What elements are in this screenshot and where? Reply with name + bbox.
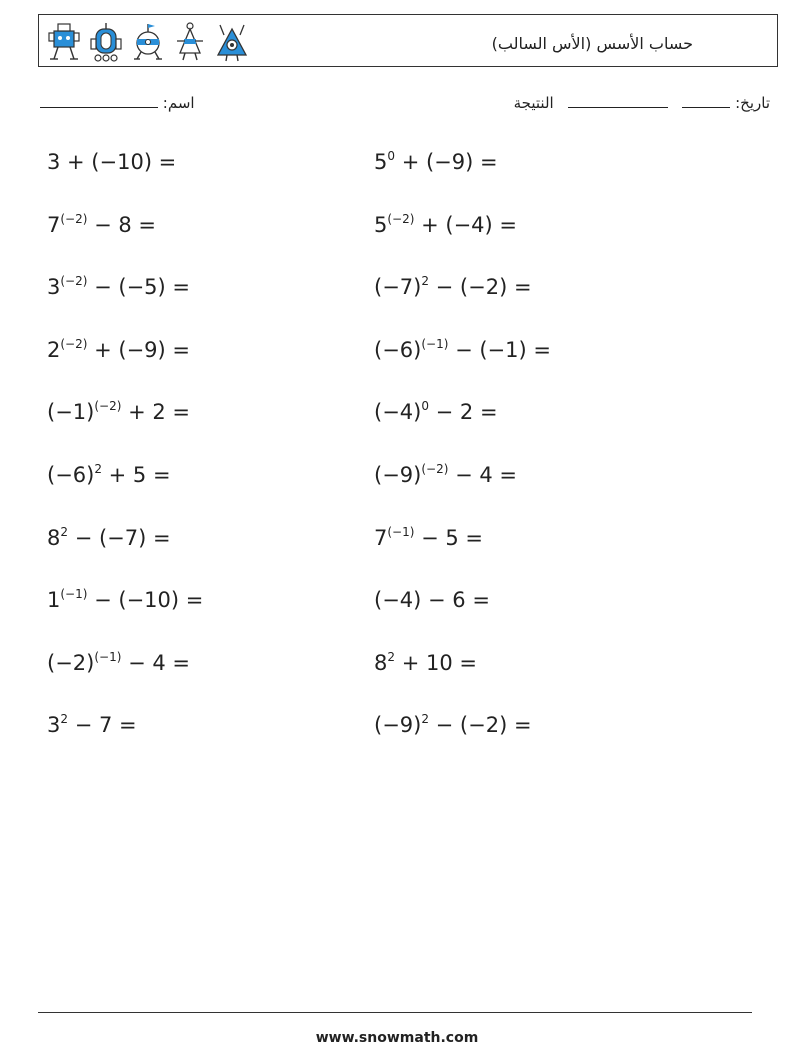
problem-1	[47, 150, 176, 174]
problem-exponent: (−1)	[421, 336, 449, 351]
problem-base: 5	[374, 150, 388, 174]
problem-exponent: (−1)	[60, 587, 88, 602]
problem-9	[47, 400, 190, 424]
problem-rest: + (−9) =	[395, 150, 498, 174]
problem-11	[47, 463, 171, 487]
problem-8	[374, 338, 551, 362]
problem-base: 1	[47, 588, 61, 613]
problem-rest: − (−5) =	[87, 275, 190, 300]
problem-rest: − (−2) =	[428, 275, 532, 300]
problem-base: 7	[47, 212, 61, 237]
problem-exponent: 2	[94, 462, 102, 476]
problem-base: (−2)	[47, 650, 95, 675]
problem-4	[374, 213, 517, 237]
problem-exponent: 2	[421, 712, 429, 727]
problem-base: 3 + (−10) =	[47, 150, 177, 174]
date-label: تاريخ:	[735, 94, 770, 112]
problem-base: 2	[47, 337, 61, 362]
problem-rest: − 8 =	[87, 212, 157, 237]
problem-exponent: 2	[387, 649, 396, 664]
name-label: اسم:	[162, 94, 195, 112]
problem-base: 8	[47, 525, 61, 550]
problem-base: 8	[374, 650, 388, 675]
footer-divider	[38, 1012, 752, 1013]
problem-exponent: (−2)	[60, 211, 88, 226]
problem-exponent: 2	[60, 712, 69, 727]
problem-base: 3	[47, 275, 61, 300]
worksheet-title: حساب الأسس (الأس السالب)	[491, 34, 693, 53]
problem-rest: − (−10) =	[87, 588, 204, 613]
problem-exponent: (−1)	[94, 649, 122, 664]
problem-rest: − 4 =	[121, 650, 190, 675]
problem-13	[47, 526, 171, 550]
problem-exponent: (−1)	[387, 524, 415, 539]
problem-rest: + (−9) =	[87, 337, 190, 362]
problem-base: (−4)	[374, 400, 422, 425]
problem-19	[47, 713, 137, 737]
problem-exponent: (−2)	[387, 211, 415, 226]
problem-base: (−9)	[374, 463, 422, 487]
problem-rest: − 5 =	[414, 525, 484, 550]
problem-5	[47, 275, 190, 299]
problem-base: (−6)	[47, 463, 95, 487]
problem-base: 3	[47, 713, 61, 738]
problem-base: (−6)	[374, 337, 422, 362]
problem-15	[47, 588, 203, 612]
problem-rest: + 10 =	[395, 650, 477, 675]
problem-exponent: 2	[421, 274, 429, 289]
problem-17	[47, 651, 190, 675]
problem-base: (−4) − 6 =	[374, 588, 490, 613]
problem-18	[374, 651, 477, 675]
problem-exponent: (−2)	[60, 274, 88, 289]
problem-rest: − 4 =	[448, 463, 517, 487]
problem-base: 5	[374, 212, 388, 237]
problem-rest: − 2 =	[428, 400, 498, 425]
problem-exponent: (−2)	[94, 399, 122, 414]
problem-10	[374, 400, 498, 424]
problem-base: (−9)	[374, 713, 422, 738]
problem-6	[374, 275, 532, 299]
problem-exponent: 0	[387, 149, 396, 163]
problem-12	[374, 463, 517, 487]
problem-2	[374, 150, 498, 174]
problem-exponent: (−2)	[60, 336, 88, 351]
problem-base: 7	[374, 525, 388, 550]
problem-7	[47, 338, 190, 362]
footer-url: www.snowmath.com	[315, 1030, 479, 1046]
problem-rest: − (−2) =	[428, 713, 532, 738]
problem-exponent: 0	[421, 399, 429, 414]
problem-20	[374, 713, 532, 737]
problem-16	[374, 588, 490, 612]
problem-rest: − 7 =	[68, 713, 137, 738]
problem-14	[374, 526, 483, 550]
problem-base: (−7)	[374, 275, 422, 300]
problem-rest: − (−7) =	[68, 525, 171, 550]
problem-rest: + 2 =	[121, 400, 190, 425]
problem-rest: + (−4) =	[414, 212, 517, 237]
problem-rest: + 5 =	[101, 463, 171, 487]
result-label: النتيجة	[513, 94, 554, 112]
problem-exponent: 2	[60, 524, 69, 539]
problem-exponent: (−2)	[421, 462, 449, 476]
problem-3	[47, 213, 156, 237]
problem-base: (−1)	[47, 400, 95, 425]
problem-rest: − (−1) =	[448, 337, 551, 362]
